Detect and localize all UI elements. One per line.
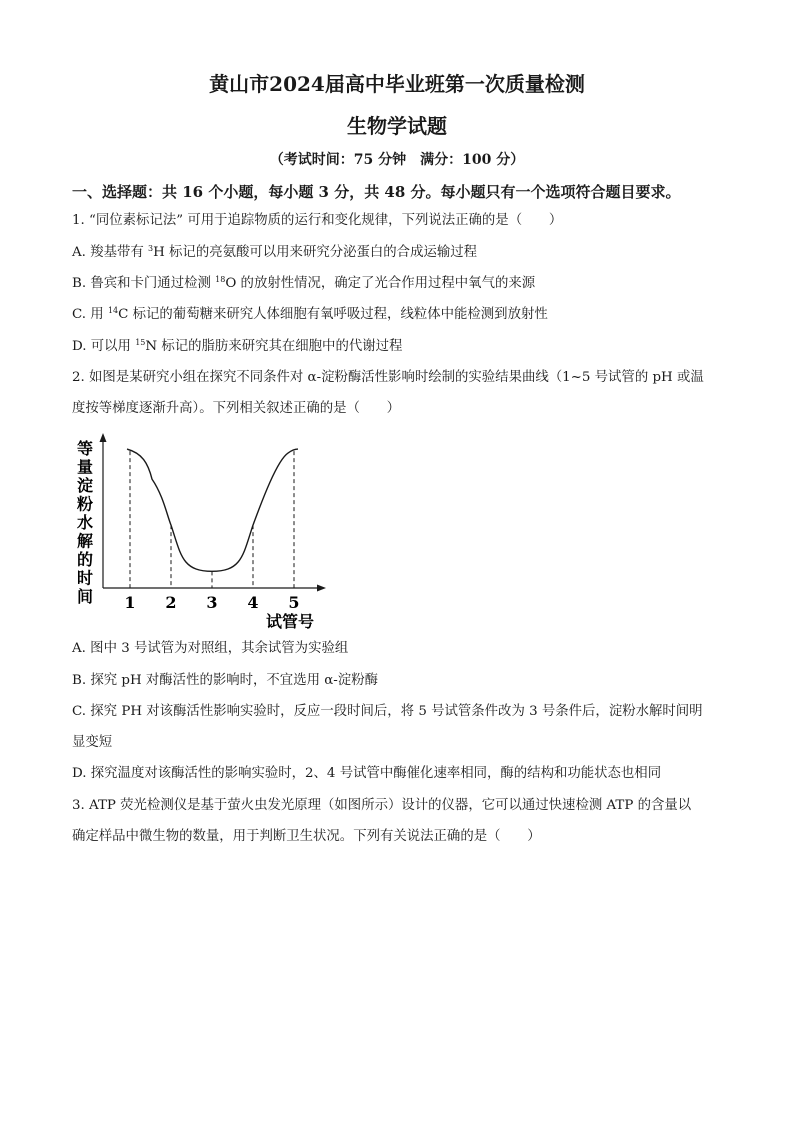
q1-stem: 1. “同位素标记法” 可用于追踪物质的运行和变化规律，下列说法正确的是（ ） bbox=[72, 213, 563, 228]
q2-stem-line2: 度按等梯度逐渐升高）。下列相关叙述正确的是（ ） bbox=[72, 401, 401, 416]
x-axis-arrow bbox=[317, 585, 326, 592]
exam-title: 黄山市2024届高中毕业班第一次质量检测 bbox=[209, 72, 585, 96]
y-axis-label-char: 粉 bbox=[76, 494, 94, 514]
series-curve bbox=[127, 449, 298, 571]
q3-stem-line2: 确定样品中微生物的数量，用于判断卫生状况。下列有关说法正确的是（ ） bbox=[72, 829, 541, 844]
q1-option-a: A. 羧基带有 $^3$H 标记的亮氨酸可以用来研究分泌蛋白的合成运输过程 bbox=[72, 244, 478, 260]
x-tick-label-5: 5 bbox=[288, 593, 300, 612]
y-axis-label-char: 水 bbox=[76, 513, 94, 532]
q1-option-b: B. 鲁宾和卡门通过检测 $^{18}$O 的放射性情况，确定了光合作用过程中氧气的来源 bbox=[72, 275, 536, 291]
y-axis-label-char: 淀 bbox=[76, 476, 94, 495]
q2-option-c-line1: C. 探究 PH 对该酶活性影响实验时，反应一段时间后，将 5 号试管条件改为 3 号条件后，淀粉水解时间明 bbox=[72, 704, 703, 719]
q1-option-d: D. 可以用 $^{15}$N 标记的脂肪来研究其在细胞中的代谢过程 bbox=[72, 338, 403, 354]
enzyme-activity-chart bbox=[70, 428, 340, 638]
y-axis-label-char: 的 bbox=[76, 550, 94, 569]
q2-option-b: B. 探究 pH 对酶活性的影响时，不宜选用 α-淀粉酶 bbox=[72, 673, 378, 688]
q2-option-c-line2: 显变短 bbox=[72, 735, 113, 750]
q3-stem-line1: 3. ATP 荧光检测仪是基于萤火虫发光原理（如图所示）设计的仪器，它可以通过快速检测 ATP 的含量以 bbox=[72, 798, 692, 813]
x-tick-label-3: 3 bbox=[206, 593, 218, 612]
q2-stem-line1: 2. 如图是某研究小组在探究不同条件对 α-淀粉酶活性影响时绘制的实验结果曲线（1~5 号试管的 pH 或温 bbox=[72, 370, 704, 385]
y-axis-label-char: 时 bbox=[76, 568, 94, 588]
y-axis-label-char: 量 bbox=[76, 457, 94, 477]
q2-option-a: A. 图中 3 号试管为对照组，其余试管为实验组 bbox=[72, 641, 349, 656]
y-axis-label-char: 等 bbox=[76, 439, 94, 458]
x-tick-label-1: 1 bbox=[124, 593, 136, 612]
y-axis-label-char: 解 bbox=[76, 531, 94, 551]
y-axis-label-char: 间 bbox=[76, 587, 94, 606]
y-axis-arrow bbox=[100, 433, 107, 442]
q2-option-d: D. 探究温度对该酶活性的影响实验时，2、4 号试管中酶催化速率相同，酶的结构和功能状态也相同 bbox=[72, 766, 662, 781]
exam-info: （考试时间：75 分钟 满分：100 分） bbox=[269, 152, 525, 168]
subject-title: 生物学试题 bbox=[347, 114, 447, 138]
x-axis-label: 试管号 bbox=[265, 612, 315, 631]
q1-option-c: C. 用 $^{14}$C 标记的葡萄糖来研究人体细胞有氧呼吸过程，线粒体中能检测到放射性 bbox=[72, 306, 548, 322]
x-tick-label-2: 2 bbox=[165, 593, 177, 612]
y-axis-label bbox=[76, 439, 94, 606]
section-heading: 一、选择题：共 16 个小题，每小题 3 分，共 48 分。每小题只有一个选项符合题目要求。 bbox=[72, 183, 681, 201]
x-tick-label-4: 4 bbox=[247, 593, 259, 612]
